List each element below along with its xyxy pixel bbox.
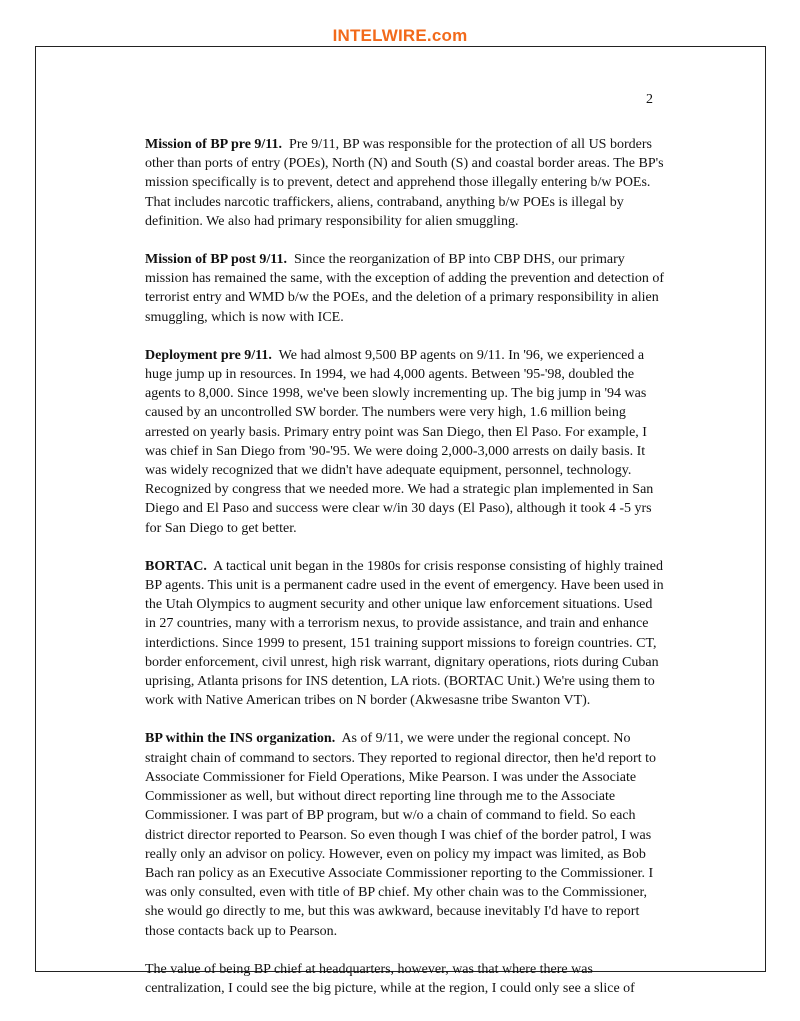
- paragraph-mission-post-911: [145, 250, 665, 327]
- page-number: 2: [646, 92, 653, 107]
- paragraph-text: Since the reorganization of BP into CBP DHS, our primary mission has remained the same, with the exception of adding the prevention and detection of terrorist entry and WMD b/w the POEs, and the deletion of a primary responsibility in alien smuggling, which is now with ICE.: [145, 252, 665, 325]
- paragraph-heading: Deployment pre 9/11.: [145, 347, 272, 363]
- intelwire-watermark: INTELWIRE.com: [332, 26, 468, 45]
- paragraph-text: The value of being BP chief at headquarters, however, was that where there was centralization, I could see the big picture, while at the region, I could only see a slice of: [145, 961, 635, 996]
- paragraph-text: As of 9/11, we were under the regional concept. No straight chain of command to sectors. They reported to regional director, then he'd report to Associate Commissioner for Field Operations, Mike Pearson. I was under the Associate Commissioner as well, but without direct reporting line through me to the Associate Commissioner. I was part of BP program, but w/o a chain of command to field. So each district director reported to Pearson. So even though I was chief of the border patrol, I was really only an advisor on policy. However, even on policy my impact was limited, as Bob Bach ran policy as an Executive Associate Commissioner reporting to the Commissioner. I was only consulted, even with title of BP chief. My other chain was to the Commissioner, she would go directly to me, but this was awkward, because inevitably I'd have to report those contacts back up to Pearson.: [145, 731, 656, 939]
- paragraph-text: Pre 9/11, BP was responsible for the protection of all US borders other than ports of entry (POEs), North (N) and South (S) and coastal border areas. The BP's mission specifically is to prevent, detect and apprehend those illegally entering b/w POEs. That includes narcotic traffickers, aliens, contraband, anything b/w POEs is illegal by definition. We also had primary responsibility for alien smuggling.: [145, 137, 664, 229]
- paragraph-heading: BORTAC.: [145, 558, 207, 574]
- paragraph-heading: Mission of BP pre 9/11.: [145, 137, 283, 152]
- paragraph-heading: Mission of BP post 9/11.: [145, 252, 287, 268]
- paragraph-mission-pre-911: [145, 135, 665, 231]
- paragraph-deployment-pre-911: [145, 346, 665, 538]
- paragraph-bp-within-ins: [145, 729, 665, 940]
- paragraph-value-of-bp-chief: [145, 960, 665, 998]
- document-body: [145, 135, 665, 1017]
- paragraph-heading: BP within the INS organization.: [145, 731, 336, 747]
- paragraph-text: We had almost 9,500 BP agents on 9/11. In '96, we experienced a huge jump up in resources. In 1994, we had 4,000 agents. Between '95-'98, doubled the agents to 8,000. Since 1998, we've been slowly incrementing up. The big jump in '94 was caused by an uncontrolled SW border. The numbers were very high, 1.6 million being arrested on yearly basis. Primary entry point was San Diego, then El Paso. For example, I was chief in San Diego from '90-'95. We were doing 2,000-3,000 arrests on daily basis. It was widely recognized that we didn't have adequate equipment, personnel, technology. Recognized by congress that we needed more. We had a strategic plan implemented in San Diego and El Paso and success were clear w/in 30 days (El Paso), although it took 4 -5 yrs for San Diego to get better.: [145, 347, 654, 536]
- paragraph-text: A tactical unit began in the 1980s for crisis response consisting of highly trained BP agents. This unit is a permanent cadre used in the event of emergency. Have been used in the Utah Olympics to augment security and other unique law enforcement situations. Used in 27 countries, many with a terrorism nexus, to provide assistance, and train and enhance interdictions. Since 1999 to present, 151 training support missions to foreign countries. CT, border enforcement, civil unrest, high risk warrant, dignitary operations, riots during Cuban uprising, Atlanta prisons for INS detention, LA riots. (BORTAC Unit.) We're using them to work with Native American tribes on N border (Akwesasne tribe Swanton VT).: [145, 558, 664, 709]
- paragraph-bortac: [145, 557, 665, 711]
